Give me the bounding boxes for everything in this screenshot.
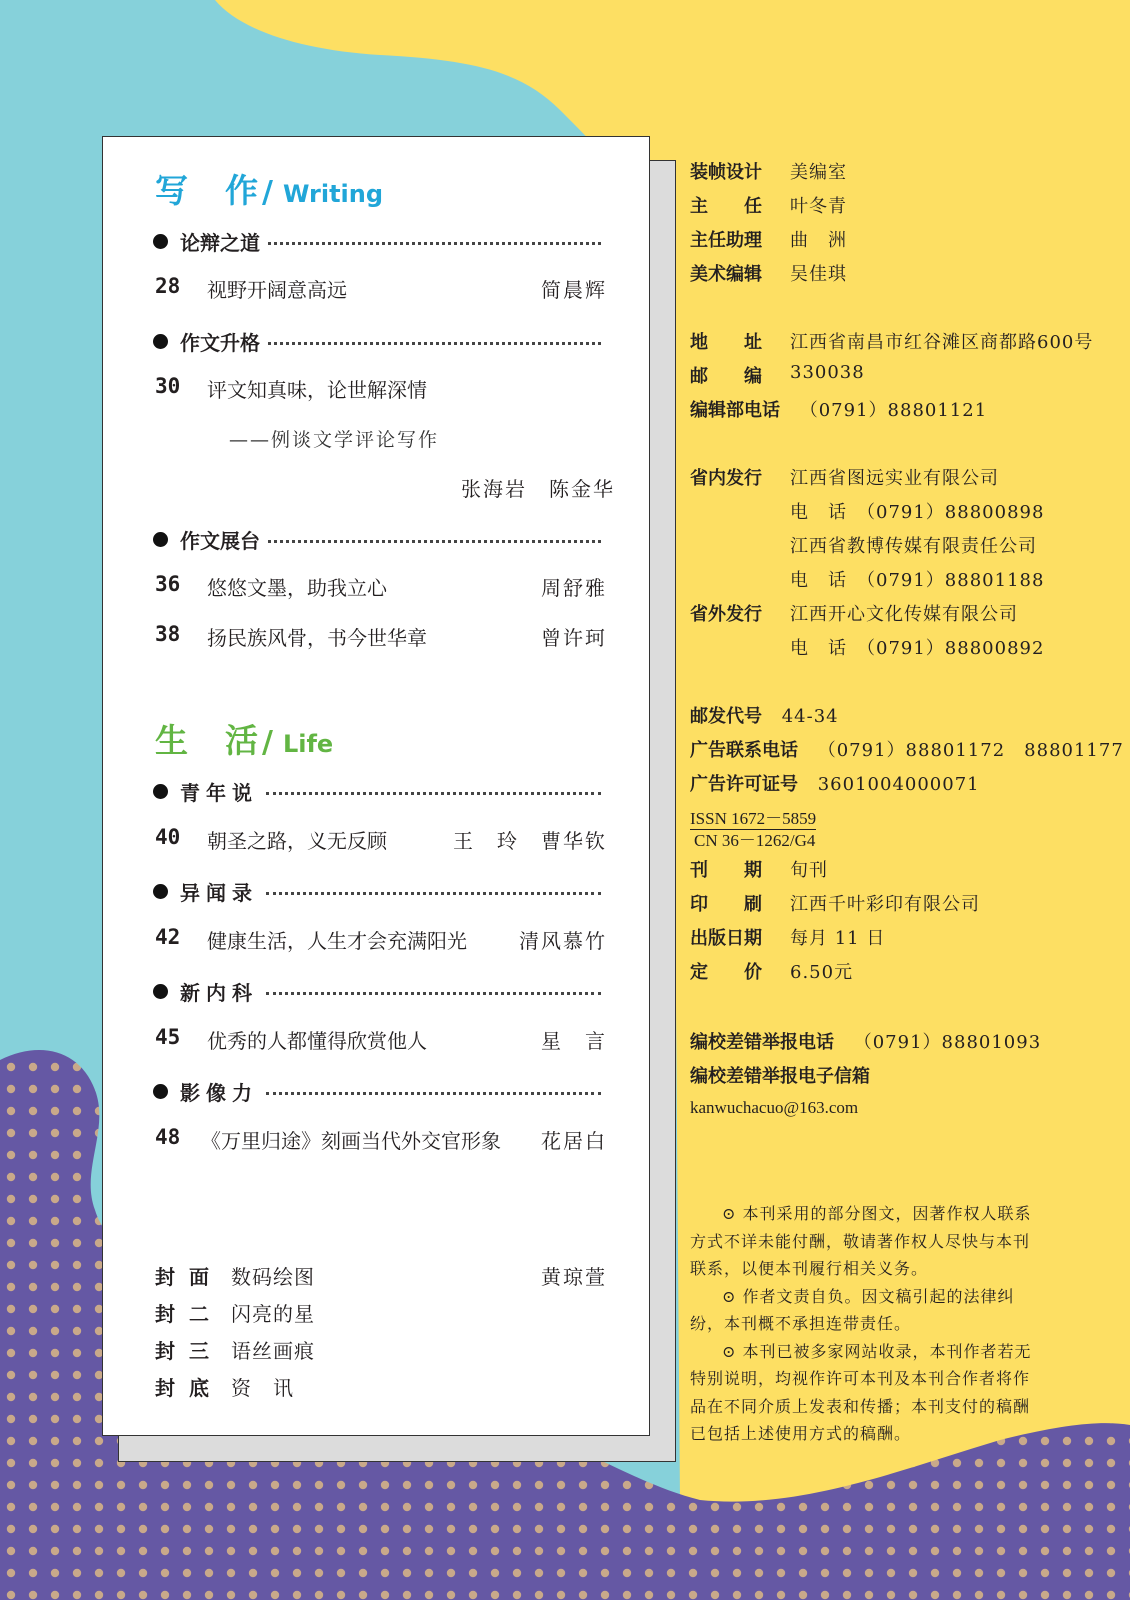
phone-value: （0791）88801121 — [799, 400, 988, 421]
bullet-icon — [153, 234, 168, 249]
ad-phone-value: （0791）88801172 88801177 — [817, 740, 1124, 761]
cn-number: CN 36－1262/G4 — [694, 831, 816, 850]
masthead-key: 主 任 — [690, 196, 762, 217]
note-paragraph: ⊙ 本刊采用的部分图文，因著作权人联系方式不详未能付酬，敬请著作权人尽快与本刊联系，以便本刊履行相关义务。 — [690, 1204, 1032, 1278]
section-title-writing — [155, 165, 383, 212]
masthead-row — [690, 158, 847, 186]
column-heading — [153, 1077, 601, 1106]
article-title: 《万里归途》刻画当代外交官形象 — [201, 1129, 501, 1153]
masthead-row — [690, 464, 999, 492]
ad-license-value: 3601004000071 — [817, 774, 980, 795]
page-number: 45 — [155, 1025, 181, 1049]
masthead-key: 广告许可证号 — [690, 774, 798, 795]
dot-leader — [266, 792, 601, 795]
address-value: 江西省南昌市红谷滩区商都路600号 — [790, 332, 1094, 353]
masthead-row — [690, 600, 1018, 628]
masthead-key: 地 址 — [690, 332, 762, 353]
masthead-row — [690, 260, 847, 288]
toc-entry[interactable] — [155, 622, 607, 652]
life-heading-zh: 生 活 — [155, 721, 260, 760]
masthead-row — [690, 226, 847, 254]
dot-leader — [266, 992, 601, 995]
cover-credit — [155, 1335, 607, 1365]
copyright-notes — [690, 1200, 1046, 1448]
page-number: 48 — [155, 1125, 181, 1149]
price-value: 6.50元 — [790, 962, 854, 983]
column-label: 新内科 — [180, 981, 258, 1005]
masthead-key: 邮发代号 — [690, 706, 762, 727]
masthead-key: 印 刷 — [690, 894, 762, 915]
bullet-icon — [153, 532, 168, 547]
page-number: 40 — [155, 825, 181, 849]
column-heading — [153, 977, 601, 1006]
section-title-life — [155, 715, 333, 762]
period-value: 旬刊 — [790, 860, 828, 881]
masthead-row — [690, 856, 828, 884]
cover-key: 封三 — [155, 1339, 223, 1363]
printer-value: 江西千叶彩印有限公司 — [790, 894, 980, 915]
page-number: 38 — [155, 622, 181, 646]
article-author: 清风慕竹 — [519, 929, 607, 953]
writing-heading-zh: 写 作 — [155, 171, 260, 210]
error-email-link[interactable]: kanwuchacuo@163.com — [690, 1098, 859, 1117]
article-title: 视野开阔意高远 — [207, 278, 347, 302]
article-title: 优秀的人都懂得欣赏他人 — [207, 1029, 427, 1053]
distributor-phone: 电 话 （0791）88800892 — [790, 638, 1045, 659]
cover-key: 封面 — [155, 1265, 223, 1289]
toc-entry[interactable] — [155, 274, 607, 304]
masthead-row — [690, 396, 987, 424]
toc-entry[interactable] — [155, 1125, 607, 1155]
masthead-key: 省外发行 — [690, 604, 762, 625]
masthead-key: 编校差错举报电子信箱 — [690, 1066, 870, 1087]
dot-leader — [268, 342, 601, 345]
pub-date-value: 每月 11 日 — [790, 928, 886, 949]
cover-key: 封二 — [155, 1302, 223, 1326]
postcode-value: 330038 — [790, 362, 865, 383]
dot-leader — [266, 1092, 601, 1095]
cover-value: 语丝画痕 — [231, 1339, 315, 1363]
masthead-value: 美编室 — [790, 162, 847, 183]
life-heading-slash: / — [262, 725, 273, 760]
masthead-row — [690, 770, 980, 798]
masthead-key: 邮 编 — [690, 366, 762, 387]
cover-credit — [155, 1298, 607, 1328]
article-subtitle: ——例谈文学评论写作 — [229, 429, 440, 451]
masthead-key: 主任助理 — [690, 230, 762, 251]
article-title: 悠悠文墨，助我立心 — [207, 576, 387, 600]
postal-code-value: 44-34 — [781, 706, 839, 727]
article-title: 健康生活，人生才会充满阳光 — [207, 929, 467, 953]
masthead-row — [690, 192, 847, 220]
issn-number: ISSN 1672－5859 — [690, 804, 816, 830]
bullet-icon — [153, 784, 168, 799]
masthead-key: 装帧设计 — [690, 162, 762, 183]
masthead-key: 美术编辑 — [690, 264, 762, 285]
distributor-phone: 电 话 （0791）88801188 — [790, 570, 1045, 591]
column-label: 作文展台 — [180, 529, 260, 553]
article-author: 花居白 — [541, 1129, 607, 1153]
toc-entry[interactable] — [155, 825, 607, 855]
masthead-row — [690, 924, 886, 952]
note-paragraph: ⊙ 作者文责自负。因文稿引起的法律纠纷，本刊概不承担连带责任。 — [690, 1286, 1015, 1333]
column-heading — [153, 227, 601, 256]
masthead-row — [690, 958, 854, 986]
toc-entry[interactable] — [155, 374, 607, 404]
masthead-key: 刊 期 — [690, 860, 762, 881]
note-paragraph: ⊙ 本刊已被多家网站收录，本刊作者若无特别说明，均视作许可本刊及本刊合作者将作品在不同介质上发表和传播；本刊支付的稿酬已包括上述使用方式的稿酬。 — [690, 1341, 1032, 1443]
cover-value: 数码绘图 — [231, 1265, 315, 1289]
column-label: 异闻录 — [180, 881, 258, 905]
dot-leader — [266, 892, 601, 895]
page-number: 28 — [155, 274, 181, 298]
column-heading — [153, 525, 601, 554]
bullet-icon — [153, 884, 168, 899]
writing-heading-en: Writing — [282, 180, 384, 208]
article-author: 简晨辉 — [541, 278, 607, 302]
cover-value: 资 讯 — [231, 1376, 294, 1400]
cover-value: 闪亮的星 — [231, 1302, 315, 1326]
masthead-row — [690, 1062, 870, 1090]
distributor-name: 江西省图远实业有限公司 — [790, 468, 999, 489]
page-number: 42 — [155, 925, 181, 949]
article-author: 曾许珂 — [541, 626, 607, 650]
distributor-name: 江西省教博传媒有限责任公司 — [790, 536, 1037, 557]
masthead-row — [690, 736, 1124, 764]
page-number: 36 — [155, 572, 181, 596]
column-heading — [153, 877, 601, 906]
article-author: 星 言 — [541, 1029, 607, 1053]
article-author: 周舒雅 — [541, 576, 607, 600]
article-title: 评文知真味，论世解深情 — [207, 378, 427, 402]
column-heading — [153, 777, 601, 806]
dot-leader — [268, 540, 601, 543]
masthead-value: 叶冬青 — [790, 196, 847, 217]
article-title: 朝圣之路，义无反顾 — [207, 829, 387, 853]
cover-author: 黄琼萱 — [541, 1265, 607, 1289]
masthead-value: 吴佳琪 — [790, 264, 847, 285]
masthead-key: 出版日期 — [690, 928, 762, 949]
bullet-icon — [153, 334, 168, 349]
toc-entry[interactable] — [155, 925, 607, 955]
cover-credit — [155, 1261, 607, 1291]
column-label: 影像力 — [180, 1081, 258, 1105]
column-label: 论辩之道 — [180, 231, 260, 255]
article-title: 扬民族风骨，书今世华章 — [207, 626, 427, 650]
writing-heading-slash: / — [262, 175, 273, 210]
masthead-key: 编校差错举报电话 — [690, 1032, 834, 1053]
contents-card — [102, 136, 650, 1436]
toc-entry[interactable] — [155, 572, 607, 602]
life-heading-en: Life — [282, 730, 334, 758]
toc-entry[interactable] — [155, 1025, 607, 1055]
cover-credit — [155, 1372, 607, 1402]
masthead-row — [690, 328, 1094, 356]
error-phone-value: （0791）88801093 — [853, 1032, 1042, 1053]
masthead-key: 定 价 — [690, 962, 762, 983]
distributor-phone: 电 话 （0791）88800898 — [790, 502, 1045, 523]
bullet-icon — [153, 1084, 168, 1099]
cover-key: 封底 — [155, 1376, 223, 1400]
page-number: 30 — [155, 374, 181, 398]
masthead-key: 广告联系电话 — [690, 740, 798, 761]
column-label: 作文升格 — [180, 331, 260, 355]
column-label: 青年说 — [180, 781, 258, 805]
masthead-key: 编辑部电话 — [690, 400, 780, 421]
masthead-key: 省内发行 — [690, 468, 762, 489]
article-authors: 张海岩 陈金华 — [461, 477, 615, 501]
column-heading — [153, 327, 601, 356]
dot-leader — [268, 242, 601, 245]
distributor-name: 江西开心文化传媒有限公司 — [790, 604, 1018, 625]
masthead-row — [690, 702, 839, 730]
masthead-row — [690, 362, 865, 390]
bullet-icon — [153, 984, 168, 999]
masthead-row — [690, 1028, 1041, 1056]
article-author: 王 玲 曹华钦 — [453, 829, 607, 853]
masthead-row — [690, 890, 980, 918]
masthead-value: 曲 洲 — [790, 230, 847, 251]
